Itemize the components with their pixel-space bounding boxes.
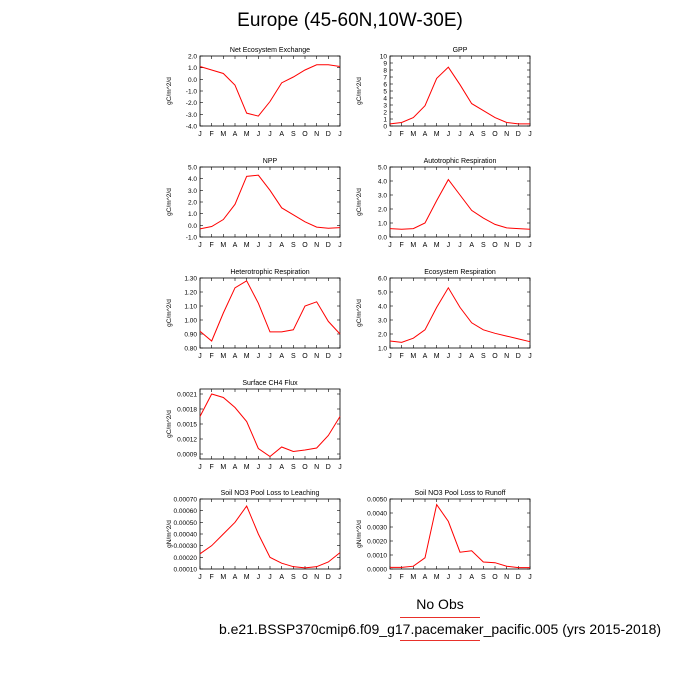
- y-tick-label: 0.0: [187, 222, 197, 230]
- y-axis-label: gC/m^2/d: [166, 410, 173, 438]
- x-tick-label: N: [314, 464, 320, 471]
- x-tick-label: A: [279, 464, 285, 471]
- x-tick-label: A: [469, 242, 475, 249]
- x-tick-label: M: [433, 574, 440, 581]
- x-tick-label: S: [290, 353, 296, 360]
- x-tick-label: J: [268, 242, 272, 249]
- x-tick-label: O: [492, 574, 498, 581]
- x-tick-label: N: [314, 353, 320, 360]
- x-tick-label: A: [279, 131, 285, 138]
- x-tick-label: J: [338, 131, 342, 138]
- case-line: [400, 640, 480, 641]
- x-tick-label: S: [480, 353, 486, 360]
- y-tick-label: 5.0: [377, 164, 387, 172]
- x-tick-label: M: [410, 574, 417, 581]
- series-line: [200, 65, 340, 116]
- plot-frame: [200, 389, 340, 459]
- series-line: [390, 180, 530, 230]
- x-tick-label: A: [422, 574, 428, 581]
- plot-frame: [200, 167, 340, 237]
- x-tick-label: F: [399, 574, 404, 581]
- x-tick-label: J: [198, 464, 202, 471]
- x-tick-label: O: [302, 574, 308, 581]
- x-tick-label: M: [243, 464, 250, 471]
- y-tick-label: -4.0: [185, 123, 197, 131]
- y-tick-label: 0.0: [377, 234, 387, 242]
- x-tick-label: D: [515, 242, 521, 249]
- y-tick-label: 5.0: [377, 289, 387, 297]
- x-tick-label: A: [232, 353, 238, 360]
- x-tick-label: M: [220, 242, 227, 249]
- x-tick-label: J: [338, 574, 342, 581]
- x-tick-label: J: [528, 353, 532, 360]
- x-tick-label: S: [290, 131, 296, 138]
- y-tick-label: 5.0: [187, 164, 197, 172]
- x-tick-label: A: [469, 574, 475, 581]
- y-tick-label: 2.0: [187, 53, 197, 61]
- x-tick-label: S: [290, 242, 296, 249]
- panel-3: [166, 158, 342, 249]
- series-line: [200, 175, 340, 229]
- panel-title: Heterotrophic Respiration: [230, 269, 310, 276]
- x-tick-label: J: [388, 353, 392, 360]
- x-tick-label: J: [458, 574, 462, 581]
- y-tick-label: 0.0030: [367, 524, 387, 532]
- x-tick-label: J: [338, 242, 342, 249]
- x-tick-label: O: [492, 353, 498, 360]
- x-tick-label: J: [338, 353, 342, 360]
- x-tick-label: J: [458, 242, 462, 249]
- y-tick-label: 4.0: [377, 303, 387, 311]
- x-tick-label: D: [325, 464, 331, 471]
- y-tick-label: 0: [383, 123, 387, 131]
- plot-frame: [200, 56, 340, 126]
- y-tick-label: 7: [383, 74, 387, 82]
- y-tick-label: 0.0012: [177, 436, 197, 444]
- x-tick-label: F: [209, 131, 214, 138]
- x-tick-label: M: [220, 131, 227, 138]
- panel-7: [166, 380, 342, 471]
- y-tick-label: 0.00030: [173, 543, 197, 551]
- y-tick-label: -3.0: [185, 111, 197, 119]
- x-tick-label: M: [220, 574, 227, 581]
- x-tick-label: J: [528, 242, 532, 249]
- y-tick-label: 1.10: [184, 303, 197, 311]
- y-tick-label: 1: [383, 116, 387, 124]
- x-tick-label: A: [469, 353, 475, 360]
- y-tick-label: 4.0: [187, 176, 197, 184]
- x-tick-label: J: [198, 574, 202, 581]
- y-tick-label: 4.0: [377, 178, 387, 186]
- x-tick-label: D: [325, 242, 331, 249]
- x-tick-label: J: [528, 131, 532, 138]
- y-tick-label: -1.0: [185, 234, 197, 242]
- x-tick-label: N: [504, 131, 510, 138]
- y-tick-label: 0.0018: [177, 406, 197, 414]
- plot-frame: [390, 278, 530, 348]
- x-tick-label: A: [422, 353, 428, 360]
- series-line: [200, 394, 340, 457]
- x-tick-label: O: [302, 242, 308, 249]
- x-tick-label: M: [220, 464, 227, 471]
- panel-title: NPP: [262, 158, 278, 165]
- x-tick-label: F: [209, 574, 214, 581]
- x-tick-label: F: [209, 242, 214, 249]
- x-tick-label: D: [325, 353, 331, 360]
- y-tick-label: -1.0: [185, 88, 197, 96]
- y-tick-label: 1.30: [184, 275, 197, 283]
- panel-title: Autotrophic Respiration: [423, 158, 497, 165]
- panel-8: [166, 490, 342, 581]
- x-tick-label: J: [268, 574, 272, 581]
- y-tick-label: 0.00070: [173, 496, 197, 504]
- x-tick-label: S: [290, 464, 296, 471]
- y-tick-label: 10: [379, 53, 387, 61]
- x-tick-label: J: [388, 242, 392, 249]
- y-tick-label: 6: [383, 81, 387, 89]
- y-tick-label: 0.00060: [173, 508, 197, 516]
- plot-frame: [390, 56, 530, 126]
- panel-title: GPP: [452, 47, 468, 54]
- y-tick-label: 0.0021: [177, 391, 197, 399]
- page-title: Europe (45-60N,10W-30E): [237, 10, 463, 31]
- x-tick-label: O: [302, 353, 308, 360]
- x-tick-label: J: [256, 131, 261, 138]
- x-tick-label: J: [388, 131, 392, 138]
- y-tick-label: 0.00010: [173, 566, 197, 574]
- x-tick-label: D: [325, 574, 331, 581]
- x-tick-label: N: [314, 574, 320, 581]
- y-tick-label: 0.80: [184, 345, 197, 353]
- x-tick-label: A: [232, 464, 238, 471]
- x-tick-label: A: [279, 242, 285, 249]
- y-tick-label: 0.0040: [367, 510, 387, 518]
- panel-title: Surface CH4 Flux: [242, 380, 298, 387]
- y-axis-label: gC/m^2/d: [356, 188, 363, 216]
- x-tick-label: O: [492, 242, 498, 249]
- x-tick-label: S: [480, 574, 486, 581]
- y-tick-label: 0.0000: [367, 566, 387, 574]
- x-tick-label: M: [433, 242, 440, 249]
- plot-frame: [390, 499, 530, 569]
- x-tick-label: M: [410, 242, 417, 249]
- y-axis-label: gC/m^2/d: [166, 299, 173, 327]
- x-tick-label: F: [399, 131, 404, 138]
- series-line: [390, 67, 530, 124]
- x-tick-label: J: [198, 242, 202, 249]
- x-tick-label: M: [243, 574, 250, 581]
- x-tick-label: A: [279, 574, 285, 581]
- x-tick-label: S: [480, 242, 486, 249]
- panel-1: [166, 47, 342, 138]
- x-tick-label: D: [515, 574, 521, 581]
- series-line: [390, 505, 530, 568]
- y-tick-label: 0.0015: [177, 421, 197, 429]
- y-tick-label: 0.0050: [367, 496, 387, 504]
- y-tick-label: 2.0: [187, 199, 197, 207]
- x-tick-label: D: [325, 131, 331, 138]
- x-tick-label: O: [492, 131, 498, 138]
- y-axis-label: gN/m^2/d: [166, 520, 173, 548]
- x-tick-label: O: [302, 131, 308, 138]
- y-tick-label: 0.0010: [367, 552, 387, 560]
- y-tick-label: 1.0: [377, 220, 387, 228]
- x-tick-label: J: [388, 574, 392, 581]
- y-axis-label: gC/m^2/d: [166, 188, 173, 216]
- y-tick-label: 0.00040: [173, 531, 197, 539]
- x-tick-label: A: [232, 242, 238, 249]
- y-axis-label: gC/m^2/d: [356, 299, 363, 327]
- x-tick-label: S: [480, 131, 486, 138]
- x-tick-label: J: [446, 242, 451, 249]
- x-tick-label: A: [422, 242, 428, 249]
- y-tick-label: 0.00050: [173, 519, 197, 527]
- panel-5: [166, 269, 342, 360]
- x-tick-label: N: [504, 353, 510, 360]
- y-tick-label: 4: [383, 95, 387, 103]
- x-tick-label: J: [268, 464, 272, 471]
- x-tick-label: J: [268, 353, 272, 360]
- x-tick-label: A: [279, 353, 285, 360]
- y-axis-label: gN/m^2/d: [356, 520, 363, 548]
- y-tick-label: 3.0: [377, 192, 387, 200]
- y-tick-label: 9: [383, 60, 387, 68]
- x-tick-label: J: [446, 574, 451, 581]
- plot-frame: [390, 167, 530, 237]
- y-tick-label: 3.0: [187, 187, 197, 195]
- x-tick-label: M: [243, 131, 250, 138]
- x-tick-label: F: [209, 353, 214, 360]
- x-tick-label: A: [422, 131, 428, 138]
- y-tick-label: 0.0: [187, 76, 197, 84]
- y-tick-label: 2.0: [377, 331, 387, 339]
- x-tick-label: J: [198, 353, 202, 360]
- x-tick-label: M: [433, 353, 440, 360]
- y-tick-label: 1.0: [187, 65, 197, 73]
- x-tick-label: F: [209, 464, 214, 471]
- plot-frame: [200, 278, 340, 348]
- y-tick-label: 1.00: [184, 317, 197, 325]
- x-tick-label: M: [433, 131, 440, 138]
- panel-title: Ecosystem Respiration: [424, 269, 496, 276]
- x-tick-label: J: [256, 353, 261, 360]
- series-line: [200, 506, 340, 568]
- plot-frame: [200, 499, 340, 569]
- legend-label: No Obs: [416, 596, 464, 612]
- x-tick-label: M: [243, 353, 250, 360]
- x-tick-label: J: [446, 353, 451, 360]
- x-tick-label: J: [528, 574, 532, 581]
- y-tick-label: 1.0: [377, 345, 387, 353]
- x-tick-label: A: [469, 131, 475, 138]
- x-tick-label: J: [198, 131, 202, 138]
- x-tick-label: N: [314, 131, 320, 138]
- x-tick-label: D: [515, 353, 521, 360]
- y-tick-label: 6.0: [377, 275, 387, 283]
- x-tick-label: J: [458, 353, 462, 360]
- y-tick-label: 0.0020: [367, 538, 387, 546]
- x-tick-label: F: [399, 242, 404, 249]
- panel-title: Net Ecosystem Exchange: [229, 47, 311, 54]
- y-tick-label: 3: [383, 102, 387, 110]
- x-tick-label: D: [515, 131, 521, 138]
- x-tick-label: N: [504, 242, 510, 249]
- x-tick-label: J: [446, 131, 451, 138]
- x-tick-label: J: [256, 242, 261, 249]
- x-tick-label: N: [314, 242, 320, 249]
- y-tick-label: 1.20: [184, 289, 197, 297]
- y-tick-label: 3.0: [377, 317, 387, 325]
- x-tick-label: M: [220, 353, 227, 360]
- panel-2: [356, 47, 532, 138]
- x-tick-label: A: [232, 131, 238, 138]
- series-line: [390, 288, 530, 343]
- x-tick-label: J: [268, 131, 272, 138]
- y-tick-label: 2.0: [377, 206, 387, 214]
- panel-4: [356, 158, 532, 249]
- x-tick-label: M: [410, 353, 417, 360]
- x-tick-label: A: [232, 574, 238, 581]
- x-tick-label: M: [243, 242, 250, 249]
- y-tick-label: 1.0: [187, 211, 197, 219]
- y-tick-label: 8: [383, 67, 387, 75]
- x-tick-label: J: [256, 574, 261, 581]
- panel-title: Soil NO3 Pool Loss to Leaching: [220, 490, 320, 497]
- panel-6: [356, 269, 532, 360]
- y-tick-label: 0.90: [184, 331, 197, 339]
- panel-title: Soil NO3 Pool Loss to Runoff: [414, 490, 506, 497]
- y-tick-label: 5: [383, 88, 387, 96]
- y-tick-label: 0.00020: [173, 554, 197, 562]
- x-tick-label: O: [302, 464, 308, 471]
- x-tick-label: F: [399, 353, 404, 360]
- y-axis-label: gC/m^2/d: [356, 77, 363, 105]
- legend-line: [400, 617, 480, 618]
- y-tick-label: -2.0: [185, 100, 197, 108]
- case-label: b.e21.BSSP370cmip6.f09_g17.pacemaker_pacific.005 (yrs 2015-2018): [218, 621, 662, 637]
- y-axis-label: gC/m^2/d: [166, 77, 173, 105]
- x-tick-label: S: [290, 574, 296, 581]
- panel-9: [356, 490, 532, 581]
- x-tick-label: J: [338, 464, 342, 471]
- x-tick-label: J: [458, 131, 462, 138]
- x-tick-label: N: [504, 574, 510, 581]
- y-tick-label: 2: [383, 109, 387, 117]
- y-tick-label: 0.0009: [177, 451, 197, 459]
- x-tick-label: M: [410, 131, 417, 138]
- x-tick-label: J: [256, 464, 261, 471]
- series-line: [200, 281, 340, 341]
